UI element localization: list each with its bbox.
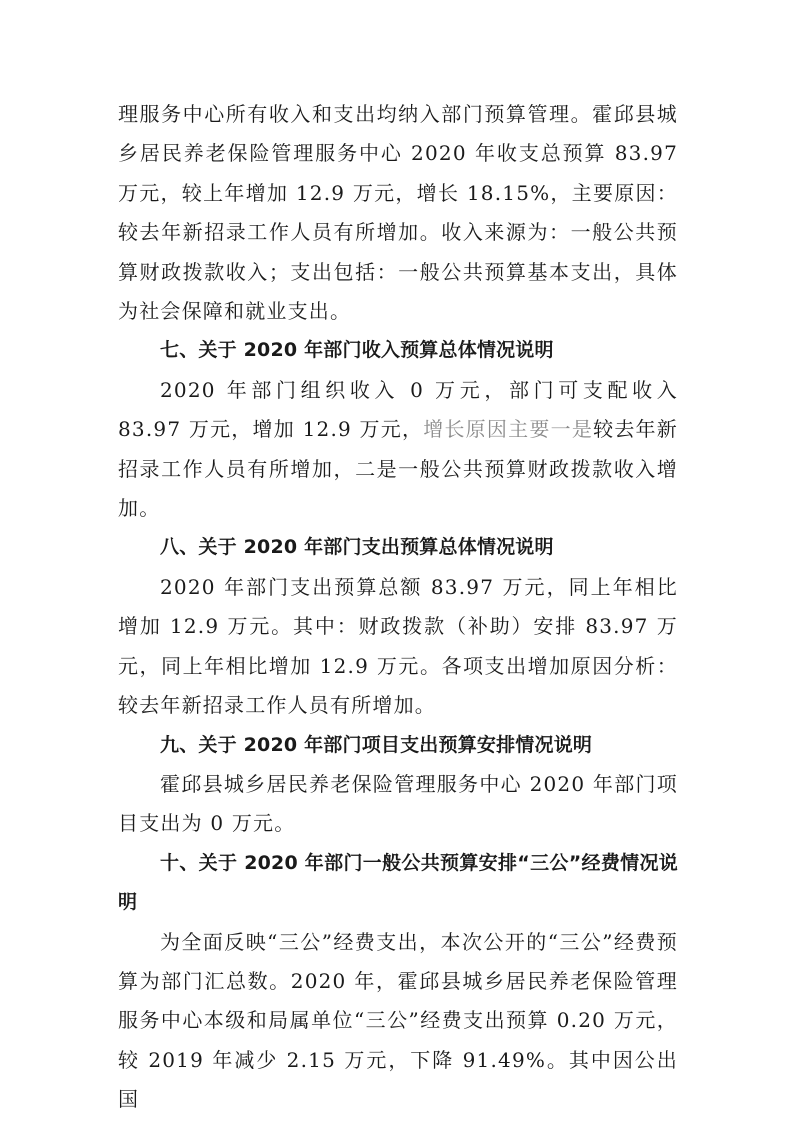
document-body (118, 95, 678, 1120)
section-9-heading: 九、关于 2020 年部门项目支出预算安排情况说明 (160, 733, 593, 756)
section-8-body: 2020 年部门支出预算总额 83.97 万元，同上年相比增加 12.9 万元。其中：财政拨款（补助）安排 83.97 万元，同上年相比增加 12.9 万元。各项支出增加原因分析：较去年新招录工作人员有所增加。 (118, 574, 678, 718)
section-7-body (118, 371, 678, 529)
section-9-body: 霍邱县城乡居民养老保险管理服务中心 2020 年部门项目支出为 0 万元。 (118, 771, 678, 836)
paragraph-budget-overview: 理服务中心所有收入和支出均纳入部门预算管理。霍邱县城乡居民养老保险管理服务中心 2020 年收支总预算 83.97 万元，较上年增加 12.9 万元，增长 18.15%，主要原因：较去年新招录工作人员有所增加。收入来源为：一般公共预算财政拨款收入；支出包括：一般公共预算基本支出，具体为社会保障和就业支出。 (118, 102, 678, 324)
section-10-heading: 十、关于 2020 年部门一般公共预算安排“三公”经费情况说明 (118, 851, 678, 914)
section-7-heading: 七、关于 2020 年部门收入预算总体情况说明 (160, 339, 554, 362)
section-7-body-part-b: 较去年新招录工作人员有所增加，二是一般公共预算财政拨款收入增加。 (118, 417, 678, 521)
section-7-body-muted: 增长原因主要一是 (423, 417, 594, 442)
section-10-body: 为全面反映“三公”经费支出，本次公开的“三公”经费预算为部门汇总数。2020 年，霍邱县城乡居民养老保险管理服务中心本级和局属单位“三公”经费支出预算 0.20 万元，较 2019 年减少 2.15 万元，下降 91.49%。其中因公出国 (118, 929, 678, 1112)
section-7-body-part-a: 2020 年部门组织收入 0 万元，部门可支配收入 83.97 万元，增加 12.9 万元， (118, 377, 678, 442)
section-8-heading: 八、关于 2020 年部门支出预算总体情况说明 (160, 536, 554, 559)
